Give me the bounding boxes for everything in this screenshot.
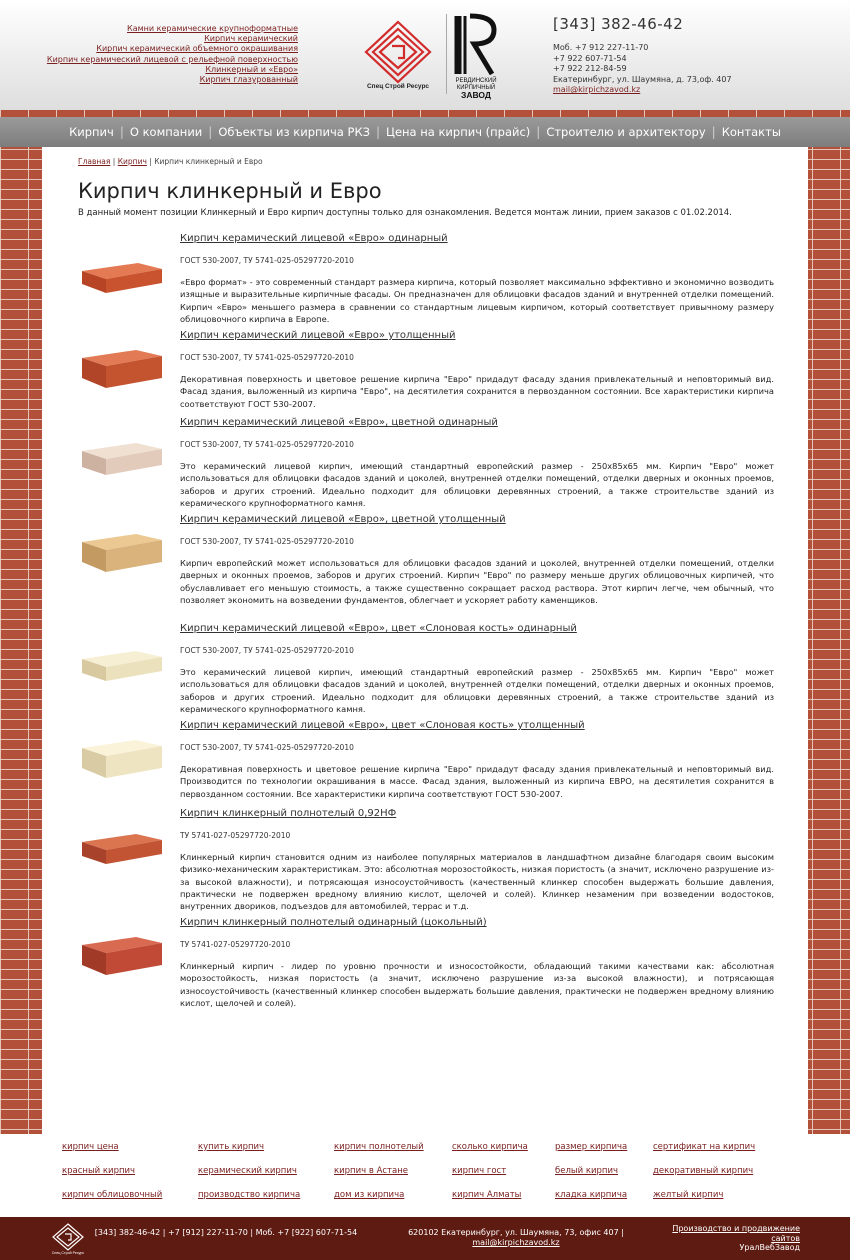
product-image[interactable] [78, 251, 168, 303]
logo1-text: Спец Строй Ресурс [366, 83, 430, 90]
nav-separator: | [375, 125, 381, 139]
footer-link[interactable]: производство кирпича [198, 1190, 301, 1200]
footer-link[interactable]: кирпич полнотелый [334, 1142, 424, 1152]
product-description: «Евро формат» - это современный стандарт размера кирпича, который позволяет максимально эффективно и экономично возводить изящные и выразительные кирпичные фасады. Он предназначен для облицовки фасадов зданий и внутренней отделки помещений. Кирпич «Евро» меньшего размера в сравнении со стандартным лицевым кирпичом, который соответствует привычному размеру облицовочного кирпича в Европе. [180, 277, 774, 324]
footer-link[interactable]: красный кирпич [62, 1166, 136, 1176]
top-link-ceramic[interactable]: Кирпич керамический [204, 34, 298, 44]
breadcrumb-separator: | [112, 157, 118, 166]
spetsstroyresurs-logo[interactable] [358, 20, 438, 90]
top-category-links [47, 24, 298, 85]
footer-link[interactable]: сертификат на кирпич [653, 1142, 756, 1152]
footer-address: 620102 Екатеринбург, ул. Шаумяна, 73, офис 407 | [408, 1228, 624, 1237]
product-image[interactable] [78, 641, 168, 693]
footer-link[interactable]: желтый кирпич [653, 1190, 724, 1200]
logo2-line3: ЗАВОД [461, 90, 491, 100]
nav-separator: | [208, 125, 213, 139]
top-link-large-format[interactable]: Камни керамические крупноформатные [127, 24, 298, 33]
main-content [42, 147, 808, 1134]
product-title[interactable]: Кирпич клинкерный полнотелый одинарный (цокольный) [180, 917, 487, 928]
footer-logo-text: Спец Строй Ресурс [51, 1251, 85, 1255]
product-title[interactable]: Кирпич керамический лицевой «Евро» утолщенный [180, 330, 456, 341]
nav-item-contacts[interactable]: Контакты [721, 125, 781, 139]
breadcrumb [78, 157, 263, 166]
product-title[interactable]: Кирпич клинкерный полнотелый 0,92НФ [180, 808, 397, 819]
header-contacts [553, 15, 732, 96]
footer-logo[interactable] [50, 1223, 86, 1255]
header-email-link[interactable]: mail@kirpichzavod.kz [553, 85, 641, 94]
product-gost: ТУ 5741-027-05297720-2010 [180, 940, 291, 949]
office-address: Екатеринбург, ул. Шаумяна, д. 73,оф. 407 [553, 74, 732, 84]
nav-item-brick[interactable]: Кирпич [69, 125, 114, 139]
product-description: Декоративная поверхность и цветовое решение кирпича "Евро" придадут фасаду здания привлекательный и неповторимый вид. Производится по технологии окрашивания в массе. Фасад здания, выложенный из кирпича ЕВРО, на десятилетия сохранится в первозданном состоянии. Все характеристики кирпича соответствуют ГОСТ 530-2007. [180, 764, 774, 799]
product-gost: ГОСТ 530-2007, ТУ 5741-025-05297720-2010 [180, 353, 354, 362]
footer-email-link[interactable]: mail@kirpichzavod.kz [472, 1238, 560, 1247]
product-image[interactable] [78, 433, 168, 485]
product-gost: ГОСТ 530-2007, ТУ 5741-025-05297720-2010 [180, 256, 354, 265]
product-title[interactable]: Кирпич керамический лицевой «Евро», цвет «Слоновая кость» одинарный [180, 623, 577, 634]
product-image[interactable] [78, 929, 168, 981]
logo2-line2: КИРПИЧНЫЙ [456, 85, 496, 91]
product-gost: ГОСТ 530-2007, ТУ 5741-025-05297720-2010 [180, 646, 354, 655]
footer-link[interactable]: купить кирпич [198, 1142, 265, 1152]
product-description: Клинкерный кирпич - лидер по уровню прочности и износостойкости, обладающий такими качествами как: абсолютная морозостойкость, низкая пористость (а значит, исключено разрушение из-за высокой влажности), и потрясающая износоустойчивость (качественный клинкер способен выдержать большие давления, практически не подвержен вредному влиянию кислот, щелочей и солей). [180, 961, 774, 1008]
footer-link[interactable]: керамический кирпич [198, 1166, 297, 1176]
breadcrumb-home[interactable]: Главная [78, 157, 111, 166]
nav-separator: | [711, 125, 716, 139]
footer-link[interactable]: дом из кирпича [334, 1190, 405, 1200]
footer-link[interactable]: декоративный кирпич [653, 1166, 754, 1176]
logo2-line1: РЕВДИНСКИЙ [455, 78, 497, 84]
nav-item-about[interactable]: О компании [129, 125, 203, 139]
product-description: Это керамический лицевой кирпич, имеющий стандартный европейский размер - 250х85х65 мм. Кирпич "Евро" может использоваться для облицовки фасадов зданий и цоколей, внутренней отделки помещений, отделки дверных и оконных проемов, заборов и других строений. Идеально подходит для облицовки деревянных строений, а также строительстве зданий из керамического крупноформатного камня. [180, 667, 774, 714]
top-link-volume-colored[interactable]: Кирпич керамический объемного окрашивания [96, 44, 298, 54]
footer-link[interactable]: кирпич гост [452, 1166, 507, 1176]
nav-item-objects[interactable]: Объекты из кирпича РКЗ [218, 125, 370, 139]
footer-link[interactable]: кирпич цена [62, 1142, 119, 1152]
footer-seo-links [0, 1134, 850, 1217]
product-description: Клинкерный кирпич становится одним из наиболее популярных материалов в ландшафтном дизайне благодаря своим высоким физико-механическим характеристикам. Это: абсолютная морозостойкость, низкая пористость (а значит, исключено разрушение из-за высокой влажности), и потрясающая износоустойчивость (качественный клинкер способен выдержать большие давления, практически не подвержен вредному влиянию кислот, щелочей и солей). Клинкер незаменим при возведении водостоков, внутренних двориков, подъездов для автомобилей, террас и т.д. [180, 852, 774, 912]
site-header [0, 0, 850, 110]
footer-link[interactable]: кладка кирпича [555, 1190, 628, 1200]
product-gost: ТУ 5741-027-05297720-2010 [180, 831, 291, 840]
product-title[interactable]: Кирпич керамический лицевой «Евро» одинарный [180, 233, 448, 244]
top-link-glazed[interactable]: Кирпич глазурованный [199, 75, 298, 85]
nav-item-builders[interactable]: Строителю и архитектору [546, 125, 706, 139]
product-gost: ГОСТ 530-2007, ТУ 5741-025-05297720-2010 [180, 440, 354, 449]
footer-link[interactable]: размер кирпича [555, 1142, 628, 1152]
footer-address-block [380, 1228, 652, 1248]
site-footer [0, 1217, 850, 1260]
product-image[interactable] [78, 342, 168, 394]
mobile-phone-1: Моб. +7 912 227-11-70 [553, 43, 649, 52]
nav-separator: | [119, 125, 124, 139]
main-phone: [343] 382-46-42 [553, 15, 684, 33]
intro-notice: В данный момент позиции Клинкерный и Евро кирпич доступны только для ознакомления. Ведется монтаж линии, прием заказов с 01.02.2014. [78, 208, 732, 218]
mobile-phone-3: +7 922 212-84-59 [553, 64, 627, 73]
product-image[interactable] [78, 732, 168, 784]
product-gost: ГОСТ 530-2007, ТУ 5741-025-05297720-2010 [180, 743, 354, 752]
nav-item-price[interactable]: Цена на кирпич (прайс) [386, 125, 531, 139]
product-title[interactable]: Кирпич керамический лицевой «Евро», цвет «Слоновая кость» утолщенный [180, 720, 585, 731]
product-image[interactable] [78, 526, 168, 578]
footer-link[interactable]: кирпич Алматы [452, 1190, 522, 1200]
footer-link[interactable]: кирпич облицовочный [62, 1190, 163, 1200]
developer-name: УралВебЗавод [739, 1243, 800, 1252]
product-description: Кирпич европейский может использоваться для облицовки фасадов зданий и цоколей, внутренней отделки помещений, отделки дверных и оконных проемов, заборов и других строений. Кирпич "Евро" по размеру меньше других облицовочных кирпичей, что обуславливает его меньшую стоимость, а также существенно сокращает расход раствора. Этот кирпич легче, чем обычный, что позволяет экономить на возведении фундаментов, облегчает и ускоряет работу каменщиков. [180, 558, 774, 605]
breadcrumb-section[interactable]: Кирпич [117, 157, 147, 166]
top-link-relief[interactable]: Кирпич керамический лицевой с рельефной поверхностью [46, 54, 298, 64]
logo-divider [446, 14, 447, 94]
footer-phones: [343] 382-46-42 | +7 [912] 227-11-70 | Моб. +7 [922] 607-71-54 [94, 1228, 358, 1237]
product-description: Это керамический лицевой кирпич, имеющий стандартный европейский размер - 250х85х65 мм. Кирпич "Евро" может использоваться для облицовки фасадов зданий и цоколей, внутренней отделки помещений, отделки дверных и оконных проемов, заборов и других строений. Идеально подходит для облицовки деревянных строений, а также строительстве зданий из керамического крупноформатного камня. [180, 461, 774, 508]
mobile-phone-2: +7 922 607-71-54 [553, 53, 627, 63]
nav-separator: | [536, 125, 541, 139]
breadcrumb-separator: | [149, 157, 155, 166]
developer-link[interactable]: Производство и продвижение сайтов [672, 1224, 800, 1243]
product-title[interactable]: Кирпич керамический лицевой «Евро», цветной одинарный [180, 417, 498, 428]
product-image[interactable] [78, 824, 168, 876]
top-link-clinker-euro[interactable]: Клинкерный и «Евро» [205, 64, 298, 74]
product-gost: ГОСТ 530-2007, ТУ 5741-025-05297720-2010 [180, 537, 354, 546]
product-description: Декоративная поверхность и цветовое решение кирпича "Евро" придадут фасаду здания привлекательный и неповторимый вид. Фасад здания, выложенный из кирпича "Евро", на десятилетия сохранится в первозданном состоянии. Все характеристики кирпича соответствуют ГОСТ 530-2007. [180, 374, 774, 409]
footer-link[interactable]: сколько кирпича [452, 1142, 528, 1152]
page-title: Кирпич клинкерный и Евро [78, 179, 382, 203]
footer-link[interactable]: кирпич в Астане [334, 1166, 409, 1176]
revda-brick-factory-logo[interactable] [452, 12, 500, 100]
breadcrumb-current: Кирпич клинкерный и Евро [154, 157, 263, 166]
footer-link[interactable]: белый кирпич [555, 1166, 618, 1176]
developer-credit [660, 1224, 800, 1253]
main-nav [0, 117, 850, 147]
product-title[interactable]: Кирпич керамический лицевой «Евро», цветной утолщенный [180, 514, 506, 525]
